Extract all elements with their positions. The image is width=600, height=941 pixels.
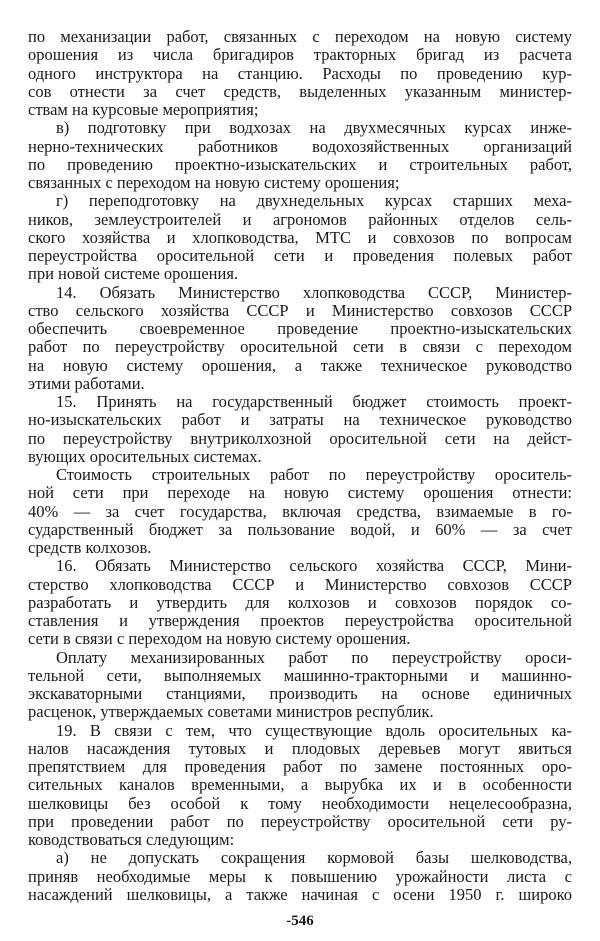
text-line: ководствоваться следующим: (28, 831, 235, 849)
text-line: препятствием для проведения работ по замене постоянных оро- (28, 758, 572, 776)
text-line: сети в связи с переходом на новую систему орошения. (28, 630, 411, 649)
page-number: -546 (286, 913, 314, 929)
text-line: этими работами. (28, 374, 145, 393)
text-line: разработать и утвердить для колхозов и совхозов порядок со- (28, 593, 572, 612)
text-line: сительных каналов временными, а вырубка их и в особенности (28, 776, 572, 795)
text-line: ствам на курсовые мероприятия; (28, 101, 259, 119)
text-line: тельной сети, выполняемых машинно-тракторными и машинно- (28, 666, 572, 685)
text-line: ство сельского хозяйства СССР и Министерство совхозов СССР (28, 301, 572, 320)
text-line: приняв необходимые меры к повышению урожайности листа с (28, 867, 572, 886)
text-line: в) подготовку при водхозах на двухмесячных курсах инже- (56, 119, 572, 138)
text-line: шелковицы без особой к тому необходимости нецелесообразна, (28, 794, 572, 813)
text-line: переустройства оросительной сети и проведения полевых работ (28, 247, 572, 265)
text-line: сов отнести за счет средств, выделенных указанным министер- (28, 82, 572, 101)
text-line: сударственный бюджет за пользование водой, и 60% — за счет (28, 520, 572, 539)
text-line: ной сети при переходе на новую систему орошения отнести: (28, 484, 572, 503)
text-line: налов насаждения тутовых и плодовых деревьев могут явиться (28, 739, 572, 758)
text-line: 15. Принять на государственный бюджет стоимость проект- (56, 393, 572, 411)
text-line: связанных с переходом на новую систему орошения; (28, 174, 400, 192)
text-line: стерство хлопководства СССР и Министерство совхозов СССР (28, 575, 572, 594)
text-line: а) не допускать сокращения кормовой базы шелководства, (56, 849, 572, 868)
text-line: экскаваторными станциями, производить на основе единичных (28, 685, 572, 703)
text-line: одного инструктора на станцию. Расходы по проведению кур- (28, 64, 572, 83)
text-line: Стоимость строительных работ по переустройству ороситель- (56, 466, 572, 484)
text-line: ников, землеустроителей и агрономов районных отделов сель- (28, 210, 572, 229)
text-line: но-изыскательских работ и затраты на техническое руководство (28, 411, 572, 430)
text-line: ского хозяйства и хлопководства, МТС и совхозов по вопросам (28, 228, 572, 247)
text-line: вующих оросительных системах. (28, 447, 262, 466)
text-line: при новой системе орошения. (28, 265, 239, 284)
text-line: 14. Обязать Министерство хлопководства СССР, Министер- (56, 283, 572, 302)
text-line: насаждений шелковицы, а также начиная с осени 1950 г. широко (28, 885, 572, 904)
text-line: 40% — за счет государства, включая средства, взимаемые в го- (28, 502, 572, 521)
text-line: орошения из числа бригадиров тракторных бригад из расчета (28, 46, 572, 65)
text-line: на новую систему орошения, а также техническое руководство (28, 356, 572, 375)
text-line: 19. В связи с тем, что существующие вдоль оросительных ка- (56, 721, 572, 740)
text-line: ставления и утверждения проектов переустройства оросительной (28, 612, 572, 630)
text-line: работ по переустройству оросительной сети в связи с переходом (28, 338, 572, 357)
text-line: расценок, утверждаемых советами министров республик. (28, 703, 434, 722)
text-line: нерно-технических работников водохозяйственных организаций (28, 137, 572, 156)
text-line: Оплату механизированных работ по переустройству ороси- (56, 648, 572, 667)
text-line: средств колхозов. (28, 539, 152, 557)
text-line: обеспечить своевременное проведение проектно-изыскательских (28, 320, 572, 338)
text-line: г) переподготовку на двухнедельных курсах старших меха- (56, 192, 572, 211)
text-line: при проведении работ по переустройству оросительной сети ру- (28, 812, 572, 831)
text-line: по переустройству внутриколхозной оросительной сети на дейст- (28, 429, 572, 448)
text-line: по механизации работ, связанных с переходом на новую систему (28, 28, 572, 46)
text-line: по проведению проектно-изыскательских и строительных работ, (28, 155, 572, 174)
text-line: 16. Обязать Министерство сельского хозяйства СССР, Мини- (56, 557, 572, 576)
page-body-text (28, 28, 572, 904)
